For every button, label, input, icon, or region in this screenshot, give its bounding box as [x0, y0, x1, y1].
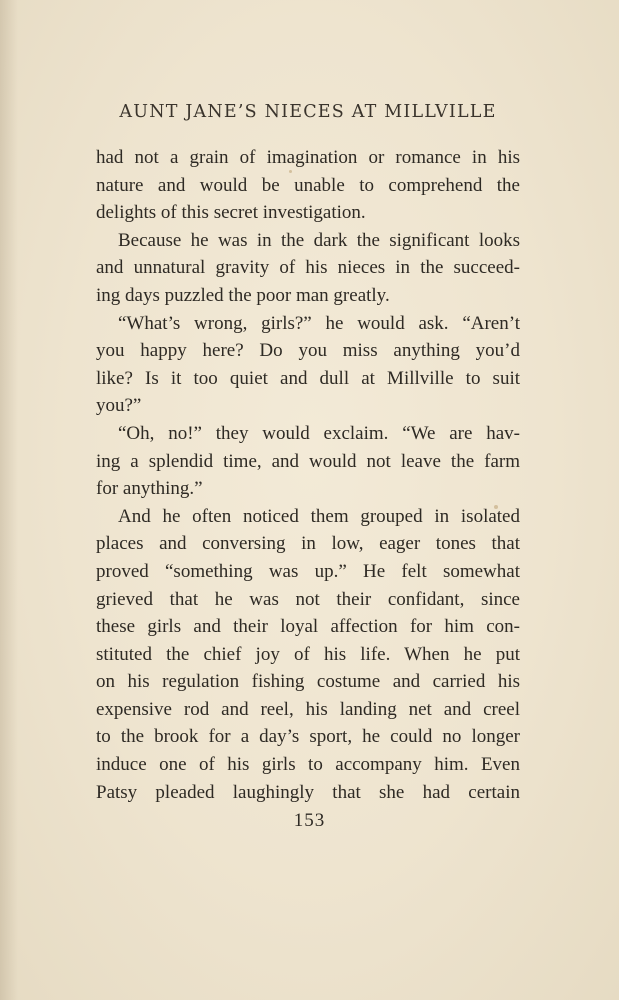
text-line: delights of this secret investigation. — [96, 202, 366, 224]
running-header: AUNT JANE’S NIECES AT MILLVILLE — [119, 102, 497, 122]
text-line: expensive rod and reel, his landing net and creel — [96, 698, 520, 720]
text-line: stituted the chief joy of his life. When he put — [96, 643, 520, 665]
text-line: these girls and their loyal affection for him con- — [96, 616, 520, 638]
text-line: “What’s wrong, girls?” he would ask. “Aren’t — [118, 312, 520, 334]
text-line: places and conversing in low, eager tones that — [96, 533, 520, 555]
text-line: Because he was in the dark the significant looks — [118, 229, 520, 251]
text-line: And he often noticed them grouped in isolated — [118, 505, 520, 527]
text-line: had not a grain of imagination or romance in his — [96, 147, 520, 168]
text-line: proved “something was up.” He felt somewhat — [96, 560, 520, 582]
text-line: for anything.” — [96, 478, 203, 500]
page-number: 153 — [293, 810, 326, 831]
text-line: grieved that he was not their confidant, since — [96, 588, 520, 610]
body-text — [96, 144, 520, 806]
paragraph — [96, 227, 520, 310]
paragraph — [96, 420, 520, 503]
text-line: like? Is it too quiet and dull at Millville to suit — [96, 367, 520, 389]
paper-fleck — [289, 170, 292, 173]
text-line: and unnatural gravity of his nieces in the succeed- — [96, 257, 520, 279]
paper-fleck — [494, 505, 498, 509]
text-line: ing a splendid time, and would not leave the farm — [96, 450, 520, 472]
text-line: ing days puzzled the poor man greatly. — [96, 284, 390, 306]
text-line: on his regulation fishing costume and carried his — [96, 671, 520, 693]
text-line: nature and would be unable to comprehend the — [96, 174, 520, 196]
text-line: Patsy pleaded laughingly that she had certain — [96, 781, 520, 803]
text-line: induce one of his girls to accompany him. Even — [96, 754, 520, 776]
paragraph — [96, 310, 520, 420]
text-line: “Oh, no!” they would exclaim. “We are hav- — [118, 422, 520, 444]
text-line: to the brook for a day’s sport, he could no longer — [96, 726, 520, 748]
text-line: you?” — [96, 395, 142, 417]
text-line: you happy here? Do you miss anything you’d — [96, 340, 520, 362]
paragraph — [96, 144, 520, 227]
paragraph — [96, 503, 520, 807]
